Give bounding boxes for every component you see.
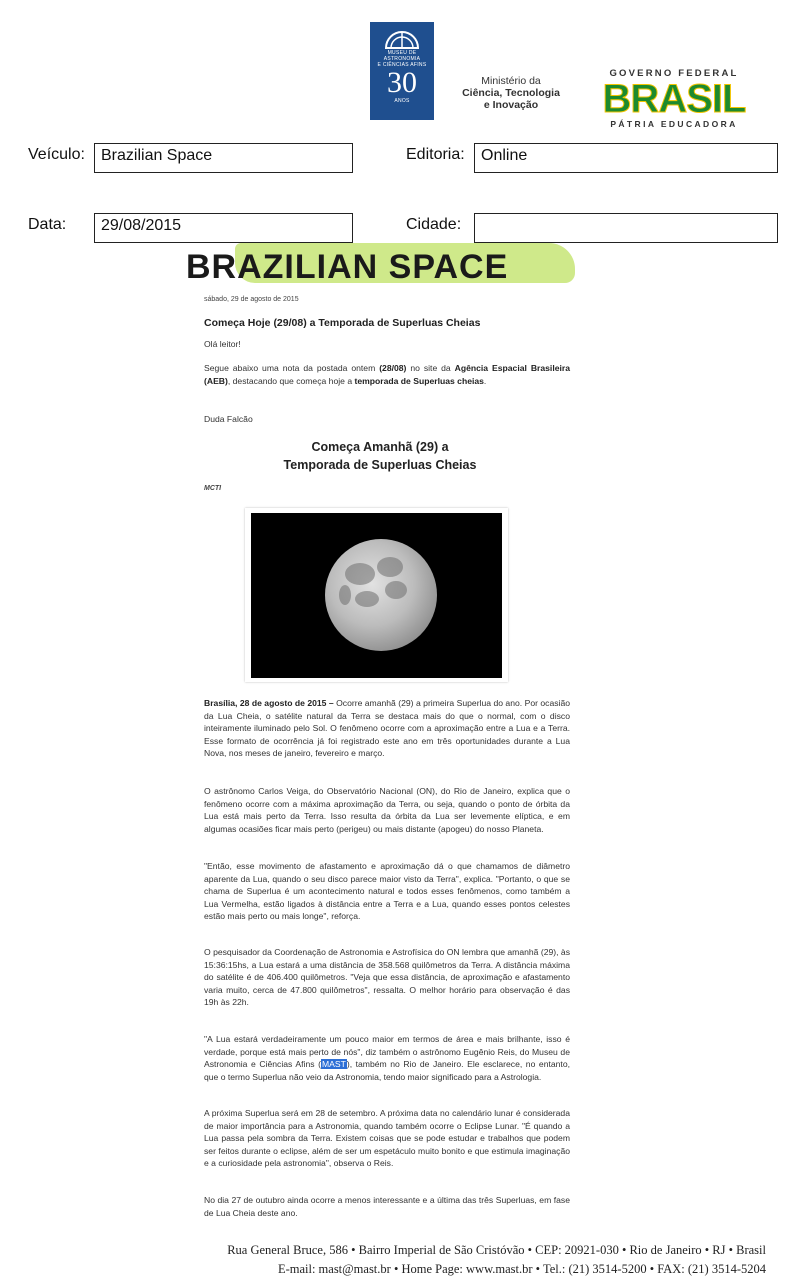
paragraph-5-text-b: ), também no Rio de Janeiro. Ele esclarece, no entanto, que o termo Superlua não veio da Astronomia, tendo maior significado para a Astrologia. <box>204 1059 570 1082</box>
intro-text-4: . <box>483 375 487 386</box>
mast-logo-line3: E CIÊNCIAS AFINS <box>377 62 427 68</box>
paragraph-3: "Então, esse movimento de afastamento e aproximação dá o que chamamos de diâmetro aparente da Lua, quando o seu disco parece maior visto da Terra", explica. "Portanto, o que se chama de Superlua é um acontecimento natural e todos esses fenômenos, como também a Lua Vermelha, estão ligados à distância entre a Terra e a Lua, quando esses pontos celestes estão mais perto ou mais longe", reforça. <box>204 861 570 921</box>
paragraph-1-text: Ocorre amanhã (29) a primeira Superlua do ano. Por ocasião da Lua Cheia, o satélite natural da Terra se destaca mais do que o normal, com o disco inteiramente iluminado pelo Sol. O fenômeno ocorre com a aproximação entre a Lua e a Terra. Esse formato de ocorrência já foi registrado este ano em três oportunidades durante a Lua Nova, nos meses de janeiro, fevereiro e março. <box>204 698 570 758</box>
gov-top-text: GOVERNO FEDERAL <box>609 68 739 79</box>
ministry-line2: Ciência, Tecnologia <box>462 87 560 99</box>
source-label: MCTI <box>204 485 222 492</box>
paragraph-5 <box>204 1033 570 1083</box>
paragraph-5-text-a: "A Lua estará verdadeiramente um pouco maior em termos de área e mais brilhante, isso é verdade, porque está mais perto de nós", diz também o astrônomo Eugênio Reis, do Museu de Astronomia e Ciências Afins ( <box>204 1034 570 1069</box>
editoria-field[interactable]: Online <box>474 143 778 173</box>
mast-logo-sub: ANOS <box>394 98 410 104</box>
data-label: Data: <box>28 216 67 233</box>
intro-paragraph <box>204 362 570 387</box>
cidade-label: Cidade: <box>406 216 462 233</box>
intro-season: temporada de Superluas cheias <box>354 375 484 386</box>
intro-agency: Agência Espacial Brasileira (AEB) <box>204 363 571 386</box>
observatory-dome-icon <box>382 28 422 50</box>
government-logo <box>585 68 763 129</box>
mast-logo-number: 30 <box>387 66 417 99</box>
greeting: Olá leitor! <box>204 339 241 349</box>
paragraph-4: O pesquisador da Coordenação de Astronomia e Astrofísica do ON lembra que amanhã (29), às 15:36:15hs, a Lua estará a uma distância de 358.568 quilômetros da Terra. A distância máxima do satélite é de 406.400 quilômetros. "Veja que essa distância, de aproximação e afastamento varia muito, cerca de 47.800 quilômetros", ressalta. O melhor horário para observação é das 19h às 22h. <box>204 947 570 1007</box>
data-field[interactable]: 29/08/2015 <box>94 213 353 243</box>
mast-logo-line2: ASTRONOMIA <box>383 56 421 62</box>
mast-highlight: MAST <box>321 1059 346 1069</box>
ministry-logo <box>452 75 570 111</box>
mast-logo <box>370 22 434 120</box>
headline-line1: Começa Amanhã (29) a <box>311 440 449 454</box>
gov-bottom-text: PÁTRIA EDUCADORA <box>610 119 738 129</box>
post-date: sábado, 29 de agosto de 2015 <box>204 296 299 303</box>
intro-text-2: no site da <box>406 363 455 373</box>
article-headline <box>250 438 510 474</box>
post-title: Começa Hoje (29/08) a Temporada de Superluas Cheias <box>204 317 481 329</box>
intro-text-1: Segue abaixo uma nota da postada ontem <box>204 363 380 373</box>
paragraph-1 <box>204 697 570 760</box>
gov-brand-text: BRASIL <box>602 77 746 121</box>
veiculo-label: Veículo: <box>28 146 85 163</box>
veiculo-field[interactable]: Brazilian Space <box>94 143 353 173</box>
intro-date: (28/08) <box>379 363 407 373</box>
editoria-label: Editoria: <box>406 146 465 163</box>
paragraph-6: A próxima Superlua será em 28 de setembro. A próxima data no calendário lunar é considerada de maior importância para a Astronomia, quando também ocorre o Eclipse Lunar. "É quando a Lua passa pela sombra da Terra. Existem coisas que se pode estudar e trabalhos que podem ser feitos durante o eclipse, além de ser um espetáculo muito bonito e que estimula imaginação e a curiosidade pela astronomia", observa o Reis. <box>204 1108 570 1168</box>
dateline: Brasília, 28 de agosto de 2015 – <box>204 698 334 708</box>
footer-contact: E-mail: mast@mast.br • Home Page: www.mast.br • Tel.: (21) 3514-5200 • FAX: (21) 3514-5204 <box>277 1262 766 1276</box>
mast-logo-line1: MUSEU DE <box>387 50 417 56</box>
full-moon-image <box>325 539 437 651</box>
footer-address: Rua General Bruce, 586 • Bairro Imperial de São Cristóvão • CEP: 20921-030 • Rio de Janeiro • RJ • Brasil <box>227 1243 766 1257</box>
ministry-line1: Ministério da <box>481 75 541 87</box>
signature: Duda Falcão <box>204 414 253 424</box>
cidade-field[interactable] <box>474 213 778 243</box>
paragraph-7: No dia 27 de outubro ainda ocorre a menos interessante e a última das três Superluas, em fase de Lua Cheia deste ano. <box>204 1195 570 1218</box>
headline-line2: Temporada de Superluas Cheias <box>283 458 477 472</box>
paragraph-2: O astrônomo Carlos Veiga, do Observatório Nacional (ON), do Rio de Janeiro, explica que o fenômeno ocorre com a máxima aproximação da Terra, ou seja, quando o ponto de órbita da Lua está mais perto da Terra. Isso resulta da órbita da Lua ser levemente elíptica, e em algumas ocasiões ficar mais perto (perigeu) ou mais distante (apogeu) do nosso Planeta. <box>204 786 570 834</box>
blog-banner-title: BRAZILIAN SPACE <box>186 248 509 286</box>
intro-text-3: , destacando que começa hoje a <box>227 375 355 386</box>
ministry-line3: e Inovação <box>483 99 539 111</box>
